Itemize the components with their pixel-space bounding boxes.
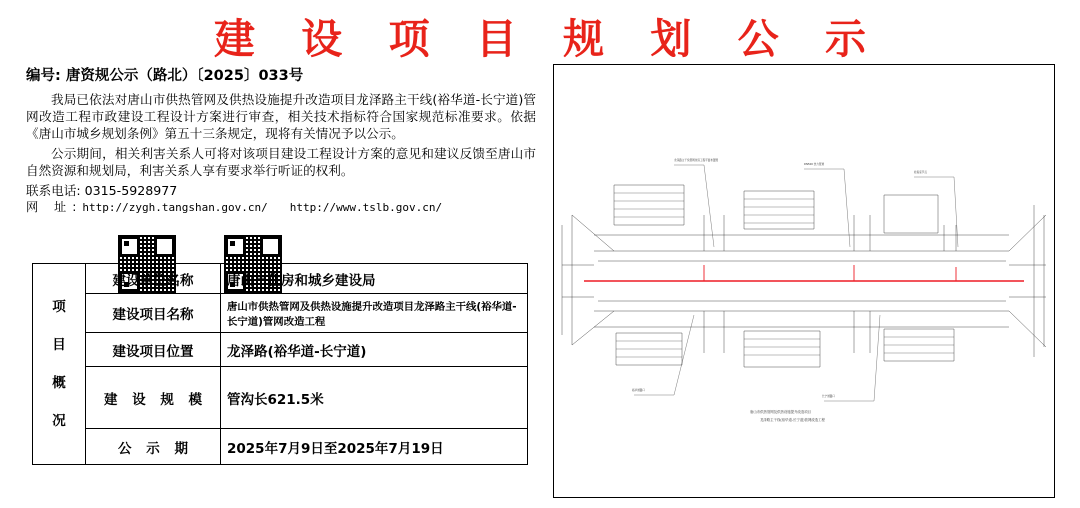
table-row [33, 333, 528, 367]
label-project-name: 建设项目名称 [86, 294, 221, 333]
value-publicity-period: 2025年7月9日至2025年7月19日 [221, 429, 528, 465]
svg-text:唐山市供热管网及供热设施提升改造项目: 唐山市供热管网及供热设施提升改造项目 [750, 410, 812, 414]
value-construction-scale: 管沟长621.5米 [221, 367, 528, 429]
label-publicity-period: 公 示 期 [86, 429, 221, 465]
vertical-char-1: 项 [52, 299, 66, 315]
website-line [26, 199, 536, 216]
website-label: 网 址: [26, 200, 83, 214]
svg-text:龙泽路主干线(裕华道-长宁道)管网改造工程: 龙泽路主干线(裕华道-长宁道)管网改造工程 [760, 418, 825, 422]
value-construction-unit: 唐山市住房和城乡建设局 [221, 264, 528, 294]
svg-text:长宁道路口: 长宁道路口 [822, 395, 835, 398]
svg-text:裕华道路口: 裕华道路口 [632, 389, 645, 392]
table-row [33, 294, 528, 333]
svg-text:检查室节点: 检查室节点 [914, 171, 927, 174]
site-plan-panel [553, 64, 1055, 498]
notice-text-column [26, 64, 536, 216]
table-row [33, 429, 528, 465]
svg-text:DN500 热力管道: DN500 热力管道 [804, 163, 825, 166]
site-plan-drawing [554, 65, 1054, 497]
table-row [33, 367, 528, 429]
vertical-char-3: 概 [52, 375, 66, 391]
notice-paragraph-2: 公示期间，相关利害关系人可将对该项目建设工程设计方案的意见和建议反馈至唐山市自然资源和规划局，利害关系人享有要求举行听证的权利。 [26, 146, 536, 178]
vertical-char-2: 目 [52, 337, 66, 353]
table-row [33, 264, 528, 294]
page-title: 建 设 项 目 规 划 公 示 [214, 15, 882, 63]
table-vertical-header [33, 264, 86, 465]
website-url-2[interactable]: http://www.tslb.gov.cn/ [289, 201, 443, 214]
label-construction-scale: 建 设 规 模 [86, 367, 221, 429]
project-overview-table [32, 263, 528, 465]
svg-text:龙泽路主干线管网改造工程平面布置图: 龙泽路主干线管网改造工程平面布置图 [674, 159, 719, 162]
document-number: 编号: 唐资规公示（路北）〔2025〕033号 [26, 68, 304, 84]
label-project-location: 建设项目位置 [86, 333, 221, 367]
label-construction-unit: 建设单位名称 [86, 264, 221, 294]
value-project-name: 唐山市供热管网及供热设施提升改造项目龙泽路主干线(裕华道-长宁道)管网改造工程 [221, 294, 528, 333]
website-url-1[interactable]: http://zygh.tangshan.gov.cn/ [82, 201, 268, 214]
vertical-char-4: 况 [52, 413, 66, 429]
contact-phone: 联系电话: 0315-5928977 [26, 183, 178, 198]
value-project-location: 龙泽路(裕华道-长宁道) [221, 333, 528, 367]
notice-paragraph-1: 我局已依法对唐山市供热管网及供热设施提升改造项目龙泽路主干线(裕华道-长宁道)管网改造工程市政建设工程设计方案进行审查，相关技术指标符合国家规范标准要求。依据《唐山市城乡规划条例》第五十三条规定，现将有关情况予以公示。 [26, 92, 536, 141]
